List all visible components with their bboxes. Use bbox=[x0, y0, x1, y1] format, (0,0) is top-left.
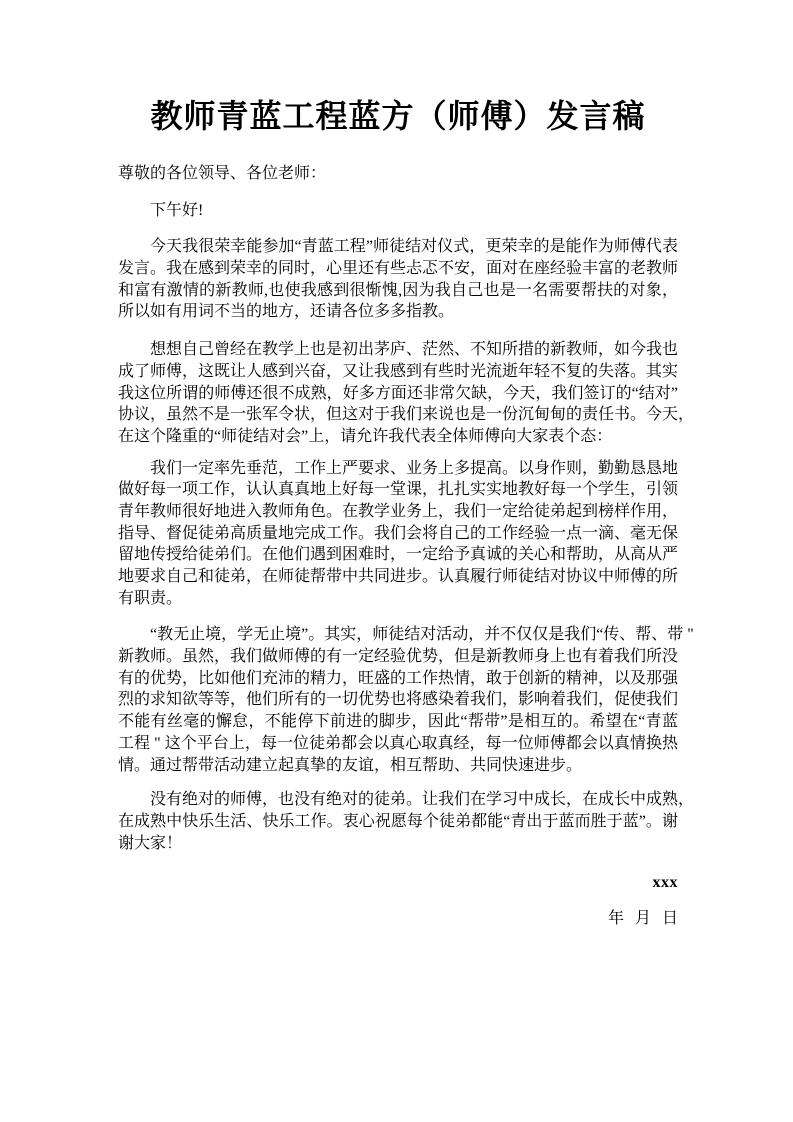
greeting-line: 下午好! bbox=[150, 201, 204, 219]
text-line: 我们一定率先垂范，工作上严要求、业务上多提高。以身作则，勤勤恳恳地 bbox=[150, 459, 679, 477]
text-line: 协议，虽然不是一张军令状，但这对于我们来说也是一份沉甸甸的责任书。今天， bbox=[118, 406, 695, 424]
document-page bbox=[0, 96, 793, 1122]
paragraph-3 bbox=[118, 458, 678, 610]
text-line: 做好每一项工作，认认真真地上好每一堂课，扎扎实实地教好每一个学生，引领 bbox=[118, 481, 679, 499]
text-line: 烈的求知欲等等，他们所有的一切优势也将感染着我们，影响着我们，促使我们 bbox=[118, 691, 679, 709]
text-line: 地要求自己和徒弟，在师徒帮带中共同进步。认真履行师徒结对协议中师傅的所 bbox=[118, 568, 679, 586]
text-line: 在这个隆重的“师徒结对会”上，请允许我代表全体师傅向大家表个态： bbox=[118, 427, 613, 445]
paragraph-5 bbox=[118, 789, 695, 854]
paragraph-4 bbox=[118, 624, 694, 776]
text-line: “教无止境，学无止境”。其实，师徒结对活动，并不仅仅是我们“传、帮、带 " bbox=[150, 626, 694, 644]
text-line: 没有绝对的师傅，也没有绝对的徒弟。让我们在学习中成长，在成长中成熟， bbox=[150, 791, 695, 809]
paragraph-1 bbox=[118, 236, 678, 323]
signature-placeholder: xxx bbox=[652, 874, 678, 892]
document-title: 教师青蓝工程蓝方（师傅）发言稿 bbox=[150, 98, 646, 134]
document-body bbox=[118, 163, 695, 930]
text-line: 和富有激情的新教师,也使我感到很惭愧,因为我自己也是一名需要帮扶的对象， bbox=[118, 281, 678, 299]
text-line: 有职责。 bbox=[118, 589, 183, 607]
text-line: 想想自己曾经在教学上也是初出茅庐、茫然、不知所措的新教师，如今我也 bbox=[150, 341, 679, 359]
text-line: 新教师。虽然，我们做师傅的有一定经验优势，但是新教师身上也有着我们所没 bbox=[118, 648, 679, 666]
text-line: 所以如有用词不当的地方，还请各位多多指教。 bbox=[118, 303, 455, 321]
text-line: 不能有丝毫的懈怠，不能停下前进的脚步，因此“帮带”是相互的。希望在“青蓝 bbox=[118, 713, 678, 731]
text-line: 有的优势，比如他们充沛的精力，旺盛的工作热情，敢于创新的精神，以及那强 bbox=[118, 669, 679, 687]
text-line: 情。通过帮带活动建立起真挚的友谊，相互帮助、共同快速进步。 bbox=[118, 756, 583, 774]
text-line: 指导、督促徒弟高质量地完成工作。我们会将自己的工作经验一点一滴、毫无保 bbox=[118, 524, 679, 542]
text-line: 成了师傅，这既让人感到兴奋，又让我感到有些时光流逝年轻不复的失落。其实 bbox=[118, 362, 679, 380]
text-line: 留地传授给徒弟们。在他们遇到困难时，一定给予真诚的关心和帮助，从高从严 bbox=[118, 546, 679, 564]
text-line: 今天我很荣幸能参加“青蓝工程”师徒结对仪式，更荣幸的是能作为师傅代表 bbox=[150, 238, 678, 256]
text-line: 在成熟中快乐生活、快乐工作。衷心祝愿每个徒弟都能“青出于蓝而胜于蓝”。谢 bbox=[118, 812, 678, 830]
text-line: 工程 " 这个平台上，每一位徒弟都会以真心取真经，每一位师傅都会以真情换热 bbox=[118, 734, 678, 752]
text-line: 我这位所谓的师傅还很不成熟，好多方面还非常欠缺，今天，我们签订的“结对” bbox=[118, 384, 678, 402]
text-line: 发言。我在感到荣幸的同时，心里还有些忐忑不安，面对在座经验丰富的老教师 bbox=[118, 260, 679, 278]
date-line: 年 月 日 bbox=[607, 909, 678, 927]
text-line: 青年教师很好地进入教师角色。在教学业务上，我们一定给徒弟起到榜样作用， bbox=[118, 502, 679, 520]
salutation-line: 尊敬的各位领导、各位老师： bbox=[118, 165, 327, 182]
text-line: 谢大家！ bbox=[118, 834, 183, 852]
paragraph-2 bbox=[118, 339, 695, 447]
